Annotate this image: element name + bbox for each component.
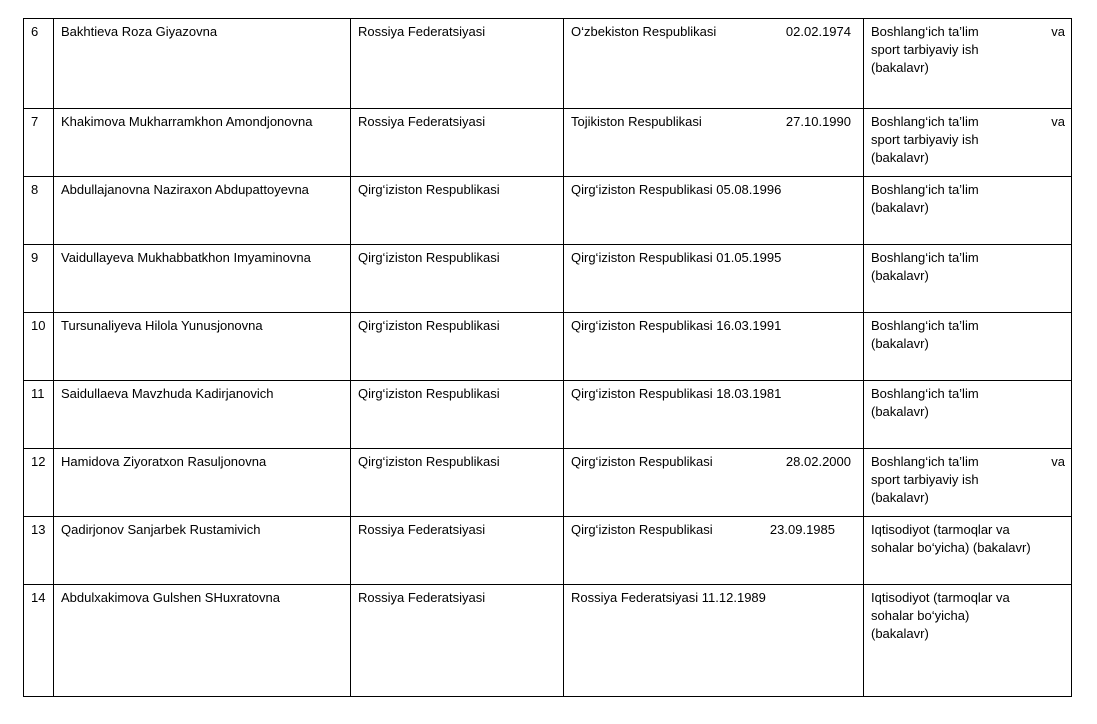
birth-cell (564, 313, 864, 381)
birthplace: Qirg‘iziston Respublikasi (571, 522, 713, 537)
full-name: Qadirjonov Sanjarbek Rustamivich (61, 522, 261, 537)
row-number-cell (24, 313, 54, 381)
citizenship: Qirg‘iziston Respublikasi (358, 454, 500, 469)
birth-cell (564, 109, 864, 177)
specialty-line: (bakalavr) (871, 626, 929, 641)
table-body (24, 19, 1072, 697)
specialty-text: Boshlang‘ich ta’lim (871, 182, 979, 197)
citizenship: Rossiya Federatsiyasi (358, 590, 486, 605)
citizenship: Qirg‘iziston Respublikasi (358, 318, 500, 333)
specialty-cell (864, 177, 1072, 245)
birth-cell (564, 381, 864, 449)
specialty-line (871, 113, 1065, 131)
birth-info (571, 113, 857, 131)
citizenship: Rossiya Federatsiyasi (358, 24, 486, 39)
birth-info (571, 453, 857, 471)
birthplace: O‘zbekiston Respublikasi (571, 24, 717, 39)
row-number-cell (24, 449, 54, 517)
citizenship: Qirg‘iziston Respublikasi (358, 250, 500, 265)
full-name: Vaidullayeva Mukhabbatkhon Imyaminovna (61, 250, 311, 265)
row-number: 12 (31, 454, 46, 469)
citizenship-cell (351, 19, 564, 109)
row-number-cell (24, 109, 54, 177)
full-name-cell (54, 177, 351, 245)
specialty-conjunction: va (1051, 24, 1065, 39)
row-number: 10 (31, 318, 46, 333)
student-table (23, 18, 1072, 697)
birthplace: Qirg‘iziston Respublikasi (571, 454, 713, 469)
specialty-text: Boshlang‘ich ta’lim (871, 24, 979, 39)
specialty-conjunction: va (1051, 454, 1065, 469)
birth-info (571, 317, 857, 335)
full-name: Abdulxakimova Gulshen SHuxratovna (61, 590, 280, 605)
birth-cell (564, 585, 864, 697)
specialty-line: (bakalavr) (871, 60, 929, 75)
citizenship: Qirg‘iziston Respublikasi (358, 386, 500, 401)
birthplace: Tojikiston Respublikasi (571, 114, 702, 129)
birth-info (571, 589, 857, 607)
birth-cell (564, 449, 864, 517)
row-number-cell (24, 517, 54, 585)
specialty-line (871, 249, 1065, 267)
row-number-cell (24, 245, 54, 313)
citizenship-cell (351, 449, 564, 517)
row-number-cell (24, 381, 54, 449)
table-row (24, 245, 1072, 313)
full-name: Khakimova Mukharramkhon Amondjonovna (61, 114, 313, 129)
table-row (24, 19, 1072, 109)
citizenship-cell (351, 313, 564, 381)
specialty-text: Boshlang‘ich ta’lim (871, 114, 979, 129)
birthdate: 27.10.1990 (785, 114, 851, 129)
citizenship: Rossiya Federatsiyasi (358, 114, 486, 129)
full-name: Hamidova Ziyoratxon Rasuljonovna (61, 454, 267, 469)
birth-cell (564, 177, 864, 245)
specialty-line: sohalar bo‘yicha) (871, 608, 970, 623)
specialty-text: Iqtisodiyot (tarmoqlar va (871, 590, 1010, 605)
specialty-line (871, 521, 1065, 539)
citizenship: Rossiya Federatsiyasi (358, 522, 486, 537)
birthdate: 23.09.1985 (769, 522, 835, 537)
specialty-cell (864, 245, 1072, 313)
row-number-cell (24, 19, 54, 109)
specialty-text: Boshlang‘ich ta’lim (871, 454, 979, 469)
birth-info (571, 23, 857, 41)
specialty-cell (864, 381, 1072, 449)
birthdate: 18.03.1981 (716, 386, 782, 401)
birth-info (571, 181, 857, 199)
citizenship-cell (351, 381, 564, 449)
table-row (24, 585, 1072, 697)
birth-cell (564, 19, 864, 109)
specialty-cell (864, 449, 1072, 517)
specialty-line: (bakalavr) (871, 336, 929, 351)
specialty-line: (bakalavr) (871, 268, 929, 283)
full-name: Bakhtieva Roza Giyazovna (61, 24, 218, 39)
citizenship: Qirg‘iziston Respublikasi (358, 182, 500, 197)
full-name-cell (54, 313, 351, 381)
specialty-line: (bakalavr) (871, 150, 929, 165)
specialty-line: (bakalavr) (871, 200, 929, 215)
specialty-text: Boshlang‘ich ta’lim (871, 318, 979, 333)
birth-info (571, 249, 857, 267)
specialty-cell (864, 313, 1072, 381)
row-number: 6 (31, 24, 39, 39)
specialty-line (871, 317, 1065, 335)
specialty-text: Boshlang‘ich ta’lim (871, 250, 979, 265)
row-number: 7 (31, 114, 39, 129)
citizenship-cell (351, 177, 564, 245)
birthplace: Qirg‘iziston Respublikasi (571, 318, 713, 333)
birth-info (571, 521, 857, 539)
specialty-line: sport tarbiyaviy ish (871, 42, 979, 57)
specialty-line (871, 385, 1065, 403)
specialty-line (871, 589, 1065, 607)
citizenship-cell (351, 245, 564, 313)
full-name-cell (54, 381, 351, 449)
full-name-cell (54, 109, 351, 177)
table-row (24, 313, 1072, 381)
specialty-line: sport tarbiyaviy ish (871, 132, 979, 147)
birthdate: 01.05.1995 (716, 250, 782, 265)
row-number-cell (24, 177, 54, 245)
specialty-cell (864, 517, 1072, 585)
full-name-cell (54, 517, 351, 585)
specialty-conjunction: va (1051, 114, 1065, 129)
citizenship-cell (351, 585, 564, 697)
table-row (24, 109, 1072, 177)
specialty-line (871, 181, 1065, 199)
row-number: 11 (31, 386, 45, 401)
birthplace: Rossiya Federatsiyasi (571, 590, 699, 605)
specialty-line (871, 23, 1065, 41)
full-name: Saidullaeva Mavzhuda Kadirjanovich (61, 386, 274, 401)
full-name-cell (54, 19, 351, 109)
specialty-cell (864, 109, 1072, 177)
birthplace: Qirg‘iziston Respublikasi (571, 386, 713, 401)
specialty-line: sport tarbiyaviy ish (871, 472, 979, 487)
specialty-cell (864, 19, 1072, 109)
citizenship-cell (351, 109, 564, 177)
full-name-cell (54, 245, 351, 313)
specialty-text: Iqtisodiyot (tarmoqlar va (871, 522, 1010, 537)
row-number: 14 (31, 590, 46, 605)
full-name-cell (54, 585, 351, 697)
specialty-line (871, 453, 1065, 471)
specialty-text: Boshlang‘ich ta’lim (871, 386, 979, 401)
birth-cell (564, 517, 864, 585)
row-number-cell (24, 585, 54, 697)
full-name: Abdullajanovna Naziraxon Abdupattoyevna (61, 182, 309, 197)
row-number: 9 (31, 250, 39, 265)
birthdate: 05.08.1996 (716, 182, 782, 197)
full-name-cell (54, 449, 351, 517)
birth-info (571, 385, 857, 403)
birth-cell (564, 245, 864, 313)
row-number: 8 (31, 182, 39, 197)
birthdate: 28.02.2000 (785, 454, 851, 469)
specialty-line: (bakalavr) (871, 404, 929, 419)
birthplace: Qirg‘iziston Respublikasi (571, 182, 713, 197)
table-row (24, 177, 1072, 245)
table-row (24, 449, 1072, 517)
table-row (24, 517, 1072, 585)
specialty-line: (bakalavr) (871, 490, 929, 505)
birthplace: Qirg‘iziston Respublikasi (571, 250, 713, 265)
birthdate: 11.12.1989 (701, 590, 766, 605)
specialty-cell (864, 585, 1072, 697)
birthdate: 16.03.1991 (716, 318, 782, 333)
row-number: 13 (31, 522, 46, 537)
citizenship-cell (351, 517, 564, 585)
full-name: Tursunaliyeva Hilola Yunusjonovna (61, 318, 263, 333)
specialty-line: sohalar bo‘yicha) (bakalavr) (871, 540, 1031, 555)
birthdate: 02.02.1974 (785, 24, 851, 39)
table-row (24, 381, 1072, 449)
